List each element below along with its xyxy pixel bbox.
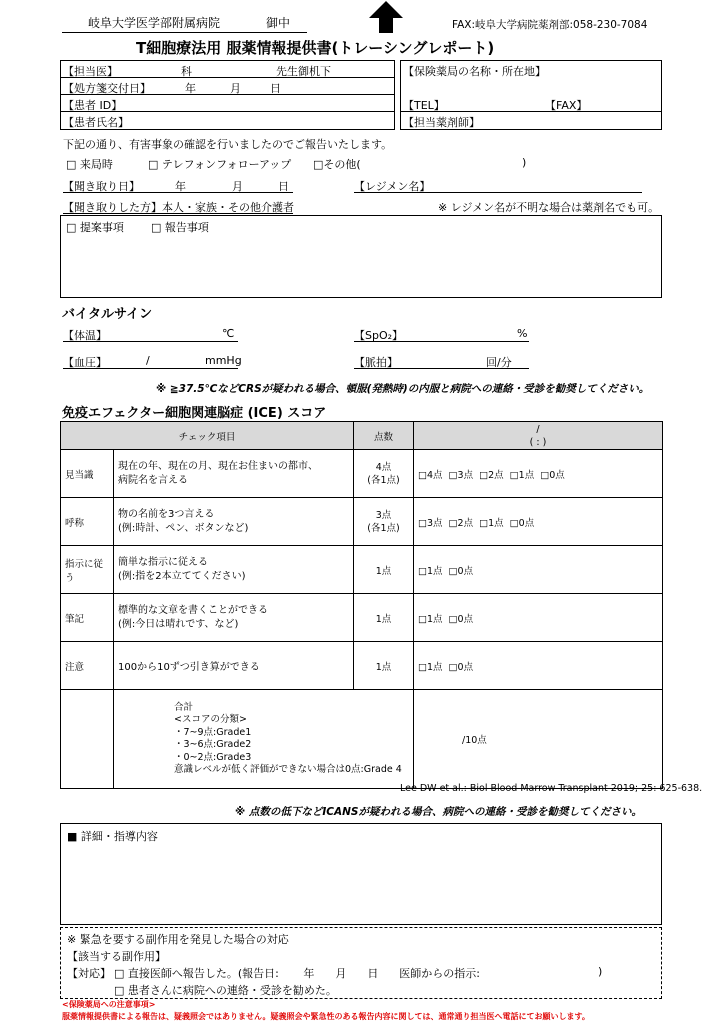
hospital-name: 岐阜大学医学部附属病院 (88, 16, 221, 30)
emergency-title: ※ 緊急を要する副作用を発見した場合の対応 (67, 933, 289, 946)
bp-separator: / (146, 354, 150, 367)
caution-title: <保険薬局への注意事項> (62, 1000, 156, 1009)
desc-line2: 病院名を言える (118, 474, 188, 486)
prescription-date-label: 【処方箋交付日】 (63, 82, 151, 95)
ice-header-row (61, 422, 663, 450)
dept-suffix: 科 (181, 65, 192, 78)
points-line1: 1点 (375, 661, 392, 673)
recommend-visit-option[interactable]: □ 患者さんに病院への連絡・受診を勧めた。 (114, 984, 337, 997)
row-category: 筆記 (61, 594, 114, 642)
row-choices[interactable]: □4点 □3点 □2点 □1点 □0点 (414, 450, 663, 498)
attn-label: 御中 (266, 16, 291, 30)
temp-underline (63, 341, 238, 342)
pharmacy-label: 【保険薬局の名称・所在地】 (403, 65, 546, 78)
total-value[interactable]: /10点 (414, 690, 663, 789)
patient-id-label: 【患者 ID】 (63, 99, 123, 112)
hospital-underline (62, 32, 307, 33)
pharmacist-label: 【担当薬剤師】 (403, 116, 480, 129)
ice-table (60, 421, 663, 789)
row-description (114, 450, 354, 498)
option-telephone[interactable]: □ テレフォンフォローアップ (148, 158, 292, 171)
icans-note: ※ 点数の低下などICANSが疑われる場合、病院への連絡・受診を勧奨してください。 (235, 806, 642, 818)
points-line1: 3点 (375, 509, 392, 521)
row-description (114, 546, 354, 594)
col-date-line1: / (536, 423, 540, 435)
tel-label: 【TEL】 (403, 99, 445, 112)
citation: Lee DW et al.: Biol Blood Marrow Transplant 2019; 25: 625-638. (400, 783, 703, 794)
proposal-checkbox[interactable]: □ 提案事項 (66, 221, 124, 234)
interview-day: 日 (278, 180, 289, 193)
temp-unit: ℃ (222, 327, 235, 340)
total-row (61, 690, 663, 789)
total-description (114, 690, 414, 789)
row-points (354, 450, 414, 498)
table-row (61, 450, 663, 498)
day-label: 日 (270, 82, 281, 95)
option-other-close: ) (522, 156, 527, 169)
row-choices[interactable]: □1点 □0点 (414, 642, 663, 690)
month-label: 月 (230, 82, 241, 95)
doctor-suffix: 先生御机下 (276, 65, 331, 78)
regimen-note: ※ レジメン名が不明な場合は薬剤名でも可。 (438, 201, 660, 214)
col-points: 点数 (354, 422, 414, 450)
spo2-unit: % (517, 327, 528, 340)
row-category: 見当識 (61, 450, 114, 498)
doctor-label: 【担当医】 (63, 65, 118, 78)
patient-name-label: 【患者氏名】 (63, 116, 129, 129)
total-line: ・3~6点:Grade2 (174, 739, 252, 750)
row-choices[interactable]: □1点 □0点 (414, 546, 663, 594)
desc-line1: 物の名前を3つ言える (118, 508, 215, 520)
response-label: 【対応】 (67, 967, 111, 980)
points-line1: 4点 (375, 461, 392, 473)
row-category: 注意 (61, 642, 114, 690)
points-line2: (各1点) (367, 522, 400, 534)
temp-label: 【体温】 (63, 329, 107, 342)
points-line2: (各1点) (367, 474, 400, 486)
method-label: 【聞き取りした方】本人・家族・その他介護者 (63, 201, 294, 214)
bp-unit: mmHg (205, 354, 242, 367)
total-line: <スコアの分類> (174, 714, 247, 725)
report-doctor-option[interactable]: □ 直接医師へ報告した。(報告日: 年 月 日 医師からの指示: (114, 967, 481, 980)
year-label: 年 (185, 82, 196, 95)
row-choices[interactable]: □1点 □0点 (414, 594, 663, 642)
row-category: 指示に従う (61, 546, 114, 594)
desc-line1: 100から10ずつ引き算ができる (118, 662, 260, 673)
col-date (414, 422, 663, 450)
total-empty-cell (61, 690, 114, 789)
fax-label: 【FAX】 (545, 99, 588, 112)
ice-heading: 免疫エフェクター細胞関連脳症 (ICE) スコア (62, 406, 327, 421)
desc-line2: (例:今日は晴れです、など) (118, 618, 239, 630)
desc-line1: 現在の年、現在の月、現在お住まいの都市、 (118, 460, 318, 472)
desc-line2: (例:指を2本立ててください) (118, 570, 246, 582)
details-label: ■ 詳細・指導内容 (67, 830, 158, 843)
row-description (114, 642, 354, 690)
regimen-underline (354, 192, 642, 193)
spo2-underline (354, 341, 529, 342)
caution-text: 服薬情報提供書による報告は、疑義照会ではありません。疑義照会や緊急性のある報告内容に関しては、通常通り担当医へ電話にてお願いします。 (62, 1012, 590, 1021)
bp-underline (63, 368, 238, 369)
points-line1: 1点 (375, 613, 392, 625)
option-visit[interactable]: □ 来局時 (66, 158, 113, 171)
row-choices[interactable]: □3点 □2点 □1点 □0点 (414, 498, 663, 546)
pulse-underline (354, 368, 529, 369)
pulse-label: 【脈拍】 (354, 356, 398, 369)
col-date-line2: ( : ) (529, 436, 547, 448)
interview-date-label: 【聞き取り日】 (63, 180, 140, 193)
option-other[interactable]: □その他( (313, 158, 361, 171)
row-points (354, 642, 414, 690)
intro-text: 下記の通り、有害事象の確認を行いましたのでご報告いたします。 (63, 138, 393, 151)
table-row (61, 498, 663, 546)
interview-date-underline (63, 192, 293, 193)
vitals-heading: バイタルサイン (62, 307, 153, 322)
pulse-unit: 回/分 (486, 356, 512, 369)
interview-month: 月 (232, 180, 243, 193)
bp-label: 【血圧】 (63, 356, 107, 369)
total-line: 意識レベルが低く評価ができない場合は0点:Grade 4 (174, 764, 402, 775)
page-title: T細胞療法用 服薬情報提供書(トレーシングレポート) (136, 39, 495, 57)
total-line: 合計 (174, 701, 194, 713)
desc-line1: 標準的な文章を書くことができる (118, 604, 268, 616)
points-line1: 1点 (375, 565, 392, 577)
table-row (61, 642, 663, 690)
row-description (114, 498, 354, 546)
desc-line2: (例:時計、ペン、ボタンなど) (118, 522, 249, 534)
row-points (354, 546, 414, 594)
col-item: チェック項目 (61, 422, 354, 450)
row-category: 呼称 (61, 498, 114, 546)
report-doctor-close: ) (598, 965, 603, 978)
report-checkbox[interactable]: □ 報告事項 (151, 221, 209, 234)
interview-year: 年 (175, 180, 186, 193)
row-points (354, 594, 414, 642)
fax-number: FAX:岐阜大学病院薬剤部:058-230-7084 (452, 19, 648, 31)
spo2-label: 【SpO₂】 (354, 329, 404, 342)
table-row (61, 546, 663, 594)
arrow-up-icon (368, 0, 404, 34)
crs-note: ※ ≧37.5℃などCRSが疑われる場合、頓服(発熱時)の内服と病院への連絡・受診を勧奨してください。 (156, 383, 650, 395)
side-effect-label: 【該当する副作用】 (67, 950, 166, 963)
total-line: ・0~2点:Grade3 (174, 751, 252, 763)
row-points (354, 498, 414, 546)
total-line: ・7~9点:Grade1 (174, 726, 252, 738)
desc-line1: 簡単な指示に従える (118, 556, 208, 568)
method-underline (63, 213, 293, 214)
table-row (61, 594, 663, 642)
regimen-label: 【レジメン名】 (354, 180, 431, 193)
row-description (114, 594, 354, 642)
